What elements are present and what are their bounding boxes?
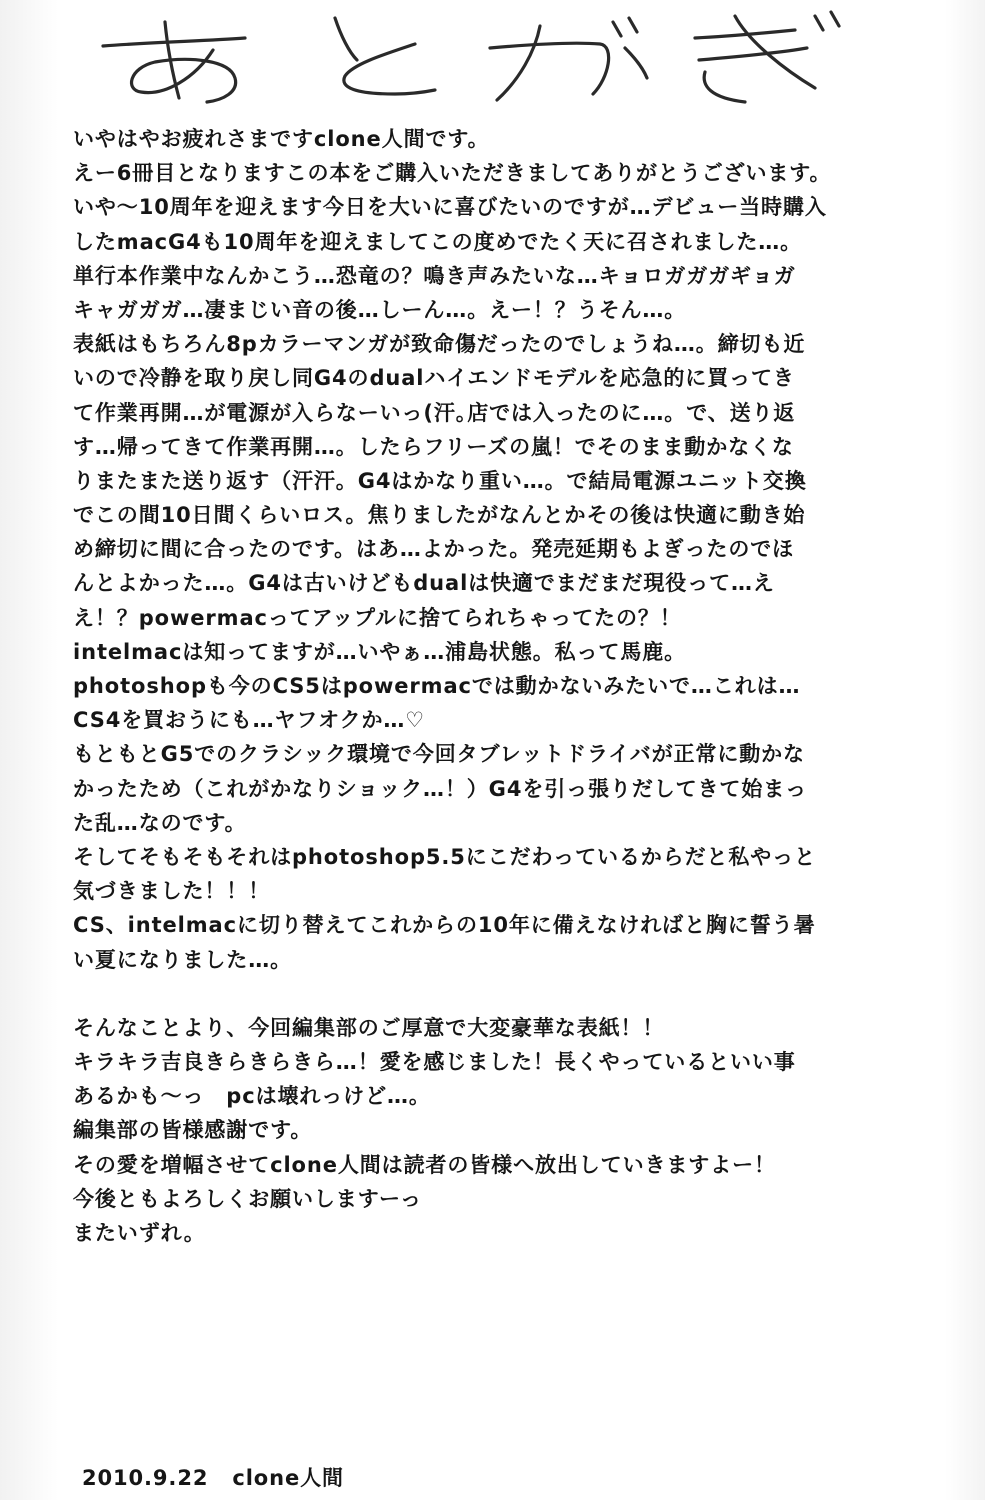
text-line: いやはやお疲れさまですclone人間です。 [73,127,490,151]
text-line: そんなことより、今回編集部のご厚意で大変豪華な表紙！！ [73,1015,665,1040]
text-line: 今後ともよろしくお願いしますーっ [73,1186,422,1211]
text-line: いや～10周年を迎えます今日を大いに喜びたいのですが…デビュー当時購入 [73,195,827,220]
text-line: んとよかった…。G4は古いけどもdualは快適でまだまだ現役って…え [73,571,775,596]
signature-date: 2010.9.22 [82,1466,209,1490]
text-line: したmacG4も10周年を迎えましてこの度めでたく天に召されました…。 [73,229,803,254]
text-line [73,977,953,1011]
text-line: かったため（これがかなりショック…！）G4を引っ張りだしてきて始まっ [73,776,808,801]
text-line: す…帰ってきて作業再開…。したらフリーズの嵐！でそのまま動かなくな [73,434,794,459]
text-line: た乱…なのです。 [73,810,247,835]
text-line: りまたまた送り返す（汗汗。G4はかなり重い…。で結局電源ユニット交換 [73,468,807,493]
signature [82,1462,344,1492]
text-line: そしてそもそもそれはphotoshop5.5にこだわっているからだと私やっと [73,844,816,869]
text-line: intelmacは知ってますが…いやぁ…浦島状態。私って馬鹿。 [73,639,687,664]
text-line: CS4を買おうにも…ヤフオクか…♡ [73,708,426,733]
text-line: 表紙はもちろん8pカラーマンガが致命傷だったのでしょうね…。締切も近 [73,332,806,357]
text-line: またいずれ。 [73,1221,206,1245]
text-line: い夏になりました…。 [73,947,292,972]
text-line: photoshopも今のCS5はpowermacでは動かないみたいで…これは… [73,674,801,698]
text-line: 気づきました！！！ [73,879,271,904]
afterword-text [73,122,953,1250]
text-line: て作業再開…が電源が入らなーいっ(汗｡店では入ったのに…。で、送り返 [73,400,796,425]
text-line: 単行本作業中なんかこう…恐竜の？鳴き声みたいな…キョロガガガギョガ [73,263,796,288]
text-line: キラキラ吉良きらきらきら…！愛を感じました！長くやっているといい事 [73,1050,796,1075]
text-line: CS、intelmacに切り替えてこれからの10年に備えなければと胸に誓う暑 [73,913,816,938]
text-line: いので冷静を取り戻し同G4のdualハイエンドモデルを応急的に買ってき [73,366,795,391]
text-line: あるかも～っ pcは壊れっけど…。 [73,1084,431,1109]
text-line: 編集部の皆様感謝です。 [73,1118,313,1143]
scan-edge-left [0,0,58,1500]
text-line: もともとG5でのクラシック環境で今回タブレットドライバが正常に動かな [73,742,805,767]
text-line: でこの間10日間くらいロス。焦りましたがなんとかその後は快適に動き始 [73,503,806,528]
signature-author: clone人間 [232,1466,344,1490]
text-line: キャガガガ…凄まじい音の後…しーん…。えー！？うそん…。 [73,297,687,322]
text-line: め締切に間に合ったのです。はあ…よかった。発売延期もよぎったのでほ [73,537,795,562]
text-line: その愛を増幅させてclone人間は読者の皆様へ放出していきますよー！ [73,1152,776,1177]
text-line: え！？powermacってアップルに捨てられちゃってたの？！ [73,605,682,630]
handwritten-title [95,8,855,108]
text-line: えー6冊目となりますこの本をご購入いただきましてありがとうございます。 [73,161,832,186]
